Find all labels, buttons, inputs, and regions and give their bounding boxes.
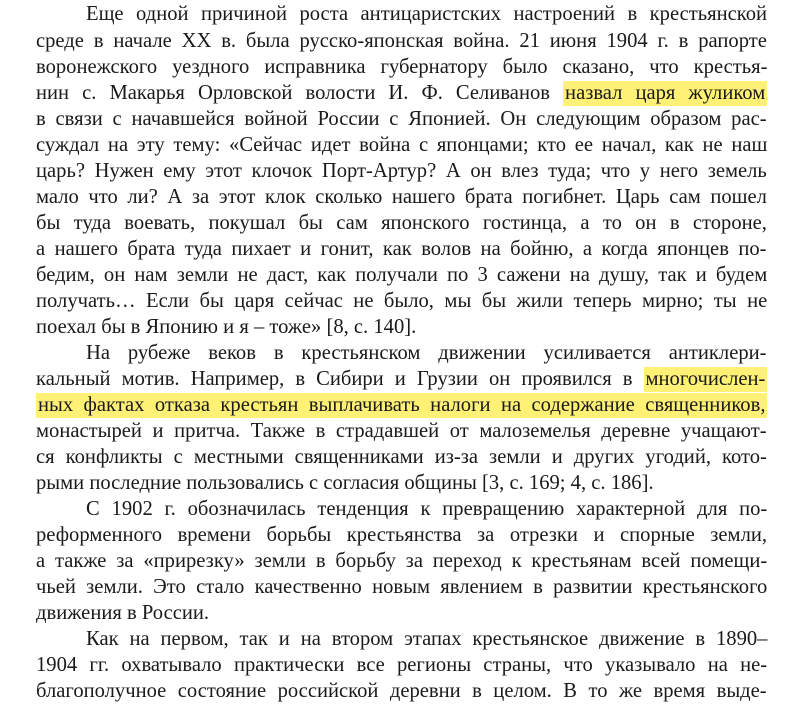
text-segment: монастырей и притча. Также в страдавшей от малоземелья деревне учащают-: [36, 420, 767, 442]
highlighted-text: многочислен-: [645, 368, 766, 390]
text-line: [36, 601, 209, 625]
text-segment: благополучное состояние российской деревни в целом. В то же время выде-: [36, 680, 767, 702]
text-segment: получать… Если бы царя сейчас не было, мы бы жили теперь мирно; ты не: [36, 290, 768, 312]
text-line: [36, 679, 767, 703]
text-line: [86, 497, 767, 521]
text-line: [36, 81, 767, 105]
text-line: [86, 341, 767, 365]
text-segment: а также за «прирезку» земли в борьбу за переход к крестьянам всей помещи-: [36, 550, 768, 572]
text-segment: воронежского уездного исправника губернатору было сказано, что крестья-: [36, 56, 768, 78]
text-segment: 1904 гг. охватывало практически все регионы страны, что указывало на не-: [36, 654, 768, 676]
text-segment: Как на первом, так и на втором этапах крестьянское движение в 1890–: [86, 628, 768, 650]
text-line: [36, 653, 767, 677]
text-line: [36, 289, 767, 313]
text-segment: а нашего брата туда пихает и гонит, как волов на бойню, а когда японцев по-: [36, 238, 767, 260]
text-line: [36, 419, 767, 443]
text-segment: нин с. Макарья Орловской волости И. Ф. Селиванов: [36, 82, 564, 104]
text-segment: движения в России.: [36, 602, 210, 624]
text-line: [36, 263, 767, 287]
text-segment: Еще одной причиной роста антицаристских настроений в крестьянской: [86, 3, 768, 25]
text-line: [36, 237, 767, 261]
text-segment: суждал на эту тему: «Сейчас идет война с японцами; кто ее начал, как не наш: [36, 134, 768, 156]
text-segment: бедим, он нам земли не даст, как получали по 3 сажени на душу, так и будем: [36, 264, 768, 286]
text-segment: мало что ли? А за этот клок сколько нашего брата погибнет. Царь сам пошел: [36, 186, 767, 208]
text-segment: среде в начале XX в. была русско-японская война. 21 июня 1904 г. в рапорте: [36, 30, 767, 52]
text-line: [36, 55, 767, 79]
highlighted-text: назвал царя жуликом: [565, 82, 766, 104]
text-line: [36, 471, 654, 495]
text-line: [36, 393, 767, 417]
highlighted-text: ных фактах отказа крестьян выплачивать налоги на содержание священников,: [38, 394, 766, 416]
text-line: [36, 185, 767, 209]
text-line: [86, 627, 767, 651]
text-segment: На рубеже веков в крестьянском движении усиливается антиклери-: [86, 342, 767, 364]
text-segment: бы туда воевать, покушал бы сам японского гостинца, а то он в стороне,: [36, 212, 767, 234]
text-line: [36, 211, 767, 235]
text-line: [36, 549, 767, 573]
text-line: [36, 159, 767, 183]
text-segment: реформенного времени борьбы крестьянства за отрезки и спорные земли,: [36, 524, 768, 546]
text-segment: ся конфликты с местными священниками из-за земли и других угодий, кото-: [36, 446, 767, 468]
text-line: [36, 445, 767, 469]
text-line: [86, 2, 767, 26]
text-line: [36, 523, 767, 547]
text-line: [36, 107, 767, 131]
text-segment: рыми последние пользовались с согласия общины [3, с. 169; 4, с. 186].: [36, 472, 654, 494]
text-segment: поехал бы в Японию и я – тоже» [8, с. 140].: [36, 316, 417, 338]
text-line: [36, 133, 767, 157]
text-line: [36, 367, 767, 391]
text-segment: чьей земли. Это стало качественно новым явлением в развитии крестьянского: [36, 576, 768, 598]
text-line: [36, 29, 767, 53]
text-line: [36, 315, 416, 339]
text-segment: царь? Нужен ему этот клочок Порт-Артур? А он влез туда; что у него земель: [36, 160, 767, 182]
text-line: [36, 575, 767, 599]
text-segment: в связи с начавшейся войной России с Японией. Он следующим образом рас-: [36, 108, 767, 130]
text-segment: С 1902 г. обозначилась тенденция к превращению характерной для по-: [86, 498, 768, 520]
text-segment: кальный мотив. Например, в Сибири и Грузии он проявился в: [36, 368, 644, 390]
